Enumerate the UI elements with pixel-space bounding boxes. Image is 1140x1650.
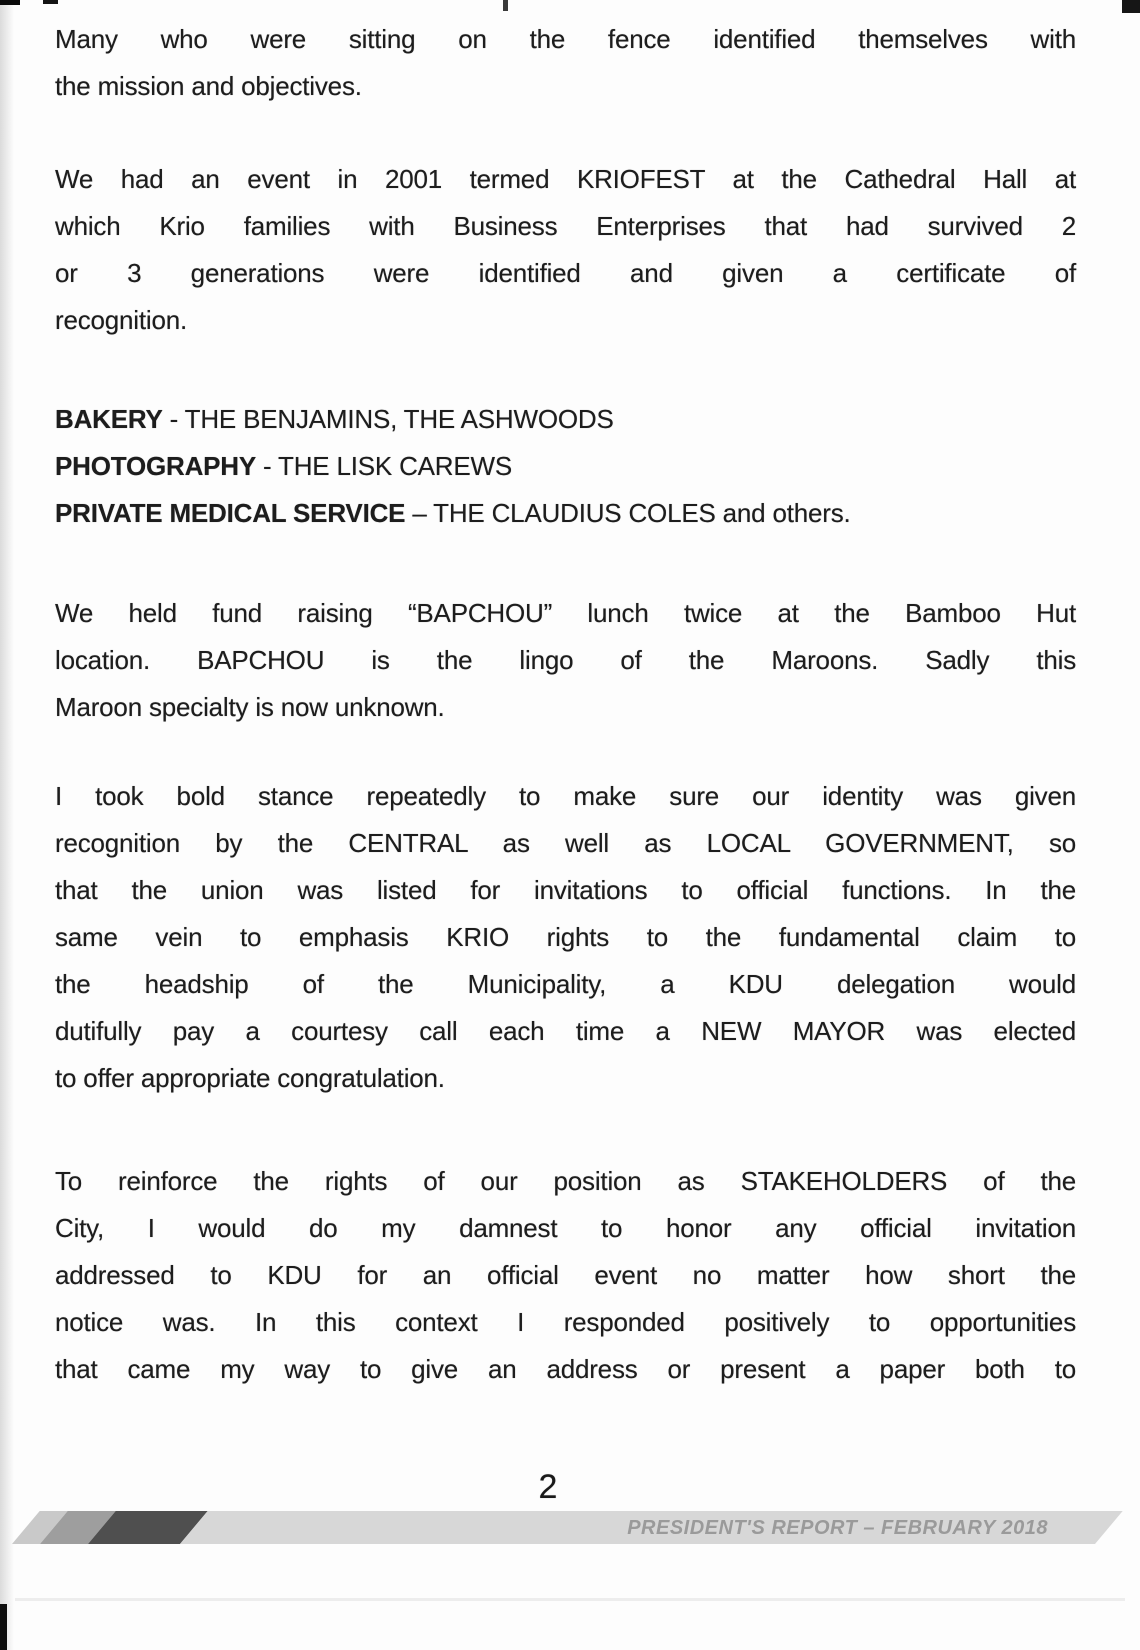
paragraph-stakeholders <box>55 1158 1076 1393</box>
paragraph-kriofest <box>55 156 1076 344</box>
text-line: or 3 generations were identified and given a certificate of <box>55 258 1076 288</box>
text-line: the mission and objectives. <box>55 71 362 101</box>
category-families: – THE CLAUDIUS COLES and others. <box>405 498 851 528</box>
scan-artifact-top-left-2 <box>43 0 58 4</box>
text-line: We had an event in 2001 termed KRIOFEST at the Cathedral Hall at <box>55 164 1076 194</box>
paragraph-recognition <box>55 773 1076 1102</box>
text-line: to offer appropriate congratulation. <box>55 1063 445 1093</box>
scan-artifact-top-left <box>0 0 20 5</box>
text-line: same vein to emphasis KRIO rights to the fundamental claim to <box>55 922 1076 952</box>
scan-artifact-faint-line <box>15 1598 1125 1601</box>
text-line: Maroon specialty is now unknown. <box>55 692 445 722</box>
scan-edge-shading <box>0 0 14 1650</box>
category-families: - THE BENJAMINS, THE ASHWOODS <box>162 404 614 434</box>
text-line: addressed to KDU for an official event no matter how short the <box>55 1260 1076 1290</box>
page-number: 2 <box>538 1468 558 1506</box>
paragraph-bapchou <box>55 590 1076 731</box>
business-category-list <box>55 396 1076 537</box>
scan-artifact-top-right <box>1122 0 1140 13</box>
text-line: that came my way to give an address or present a paper both to <box>55 1354 1076 1384</box>
text-line: Many who were sitting on the fence identified themselves with <box>55 24 1076 54</box>
footer-report-title: PRESIDENT'S REPORT – FEBRUARY 2018 <box>627 1517 1048 1539</box>
list-item-private-medical <box>55 490 1076 537</box>
list-item-bakery <box>55 396 1076 443</box>
text-line: dutifully pay a courtesy call each time a NEW MAYOR was elected <box>55 1016 1076 1046</box>
scan-artifact-top-middle <box>503 0 508 11</box>
category-families: - THE LISK CAREWS <box>256 451 512 481</box>
text-line: City, I would do my damnest to honor any official invitation <box>55 1213 1076 1243</box>
text-line: I took bold stance repeatedly to make sure our identity was given <box>55 781 1076 811</box>
text-line: location. BAPCHOU is the lingo of the Maroons. Sadly this <box>55 645 1076 675</box>
category-label: BAKERY <box>55 404 163 434</box>
text-line: notice was. In this context I responded positively to opportunities <box>55 1307 1076 1337</box>
paragraph-mission <box>55 16 1076 110</box>
text-line: that the union was listed for invitations to official functions. In the <box>55 875 1076 905</box>
text-line: the headship of the Municipality, a KDU delegation would <box>55 969 1076 999</box>
scan-artifact-bottom-left <box>0 1604 7 1650</box>
text-line: We held fund raising “BAPCHOU” lunch twice at the Bamboo Hut <box>55 598 1076 628</box>
text-line: recognition by the CENTRAL as well as LOCAL GOVERNMENT, so <box>55 828 1076 858</box>
text-line: which Krio families with Business Enterprises that had survived 2 <box>55 211 1076 241</box>
category-label: PRIVATE MEDICAL SERVICE <box>55 498 406 528</box>
list-item-photography <box>55 443 1076 490</box>
text-line: recognition. <box>55 305 188 335</box>
category-label: PHOTOGRAPHY <box>55 451 257 481</box>
text-line: To reinforce the rights of our position as STAKEHOLDERS of the <box>55 1166 1076 1196</box>
